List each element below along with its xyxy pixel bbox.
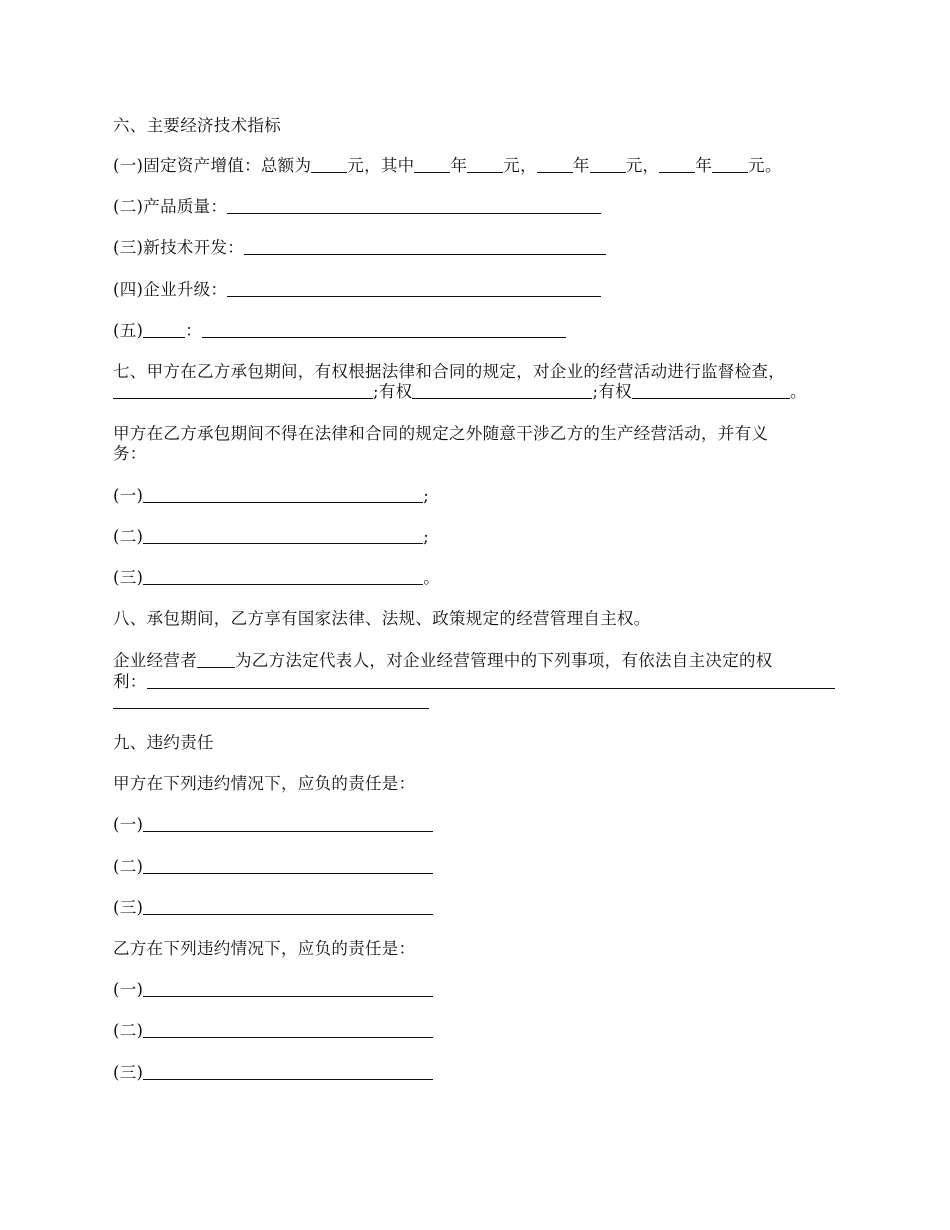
section-8-para2-line1 [113, 651, 773, 671]
party-a-liability-heading: 甲方在下列违约情况下，应负的责任是： [113, 774, 416, 793]
item-text: 为乙方法定代表人，对企业经营管理中的下列事项，有依法自主决定的权 [235, 651, 773, 670]
duty-item-1 [113, 486, 429, 506]
blank-total[interactable] [311, 156, 347, 173]
item-label: (一) [113, 815, 144, 834]
blank-field[interactable] [202, 321, 566, 338]
item-text: 元， [625, 156, 660, 175]
blank-field[interactable] [143, 1063, 433, 1080]
item-text: ; [423, 486, 430, 505]
blank-field[interactable] [227, 197, 601, 214]
blank-field[interactable] [113, 382, 373, 399]
item-text: (一)固定资产增值：总额为 [113, 156, 312, 175]
item-label: (三) [113, 1063, 144, 1082]
item-text: 企业经营者 [113, 651, 197, 670]
section-6-title: 六、主要经济技术指标 [113, 116, 281, 135]
blank-amount[interactable] [590, 156, 626, 173]
product-quality-item [113, 197, 601, 217]
blank-field[interactable] [143, 1021, 433, 1038]
item-label: (三) [113, 898, 144, 917]
blank-field[interactable] [143, 486, 423, 503]
item-text: 元，其中 [347, 156, 415, 175]
item-text: 年 [450, 156, 468, 175]
upgrade-item [113, 280, 601, 300]
section-7-para2-line1: 甲方在乙方承包期间不得在法律和合同的规定之外随意干涉乙方的生产经营活动，并有义 [113, 424, 769, 443]
blank-field[interactable] [143, 857, 433, 874]
item-text: 元。 [748, 156, 782, 175]
new-tech-item [113, 238, 606, 258]
item-label: (二)产品质量： [113, 197, 228, 216]
party-b-item-3 [113, 1063, 433, 1083]
item-label: (二) [113, 1021, 144, 1040]
party-b-liability-heading: 乙方在下列违约情况下，应负的责任是： [113, 939, 416, 958]
blank-field[interactable] [412, 382, 592, 399]
item-text: 。 [423, 568, 441, 587]
item-text: 年 [572, 156, 590, 175]
item-label: (五) [113, 321, 144, 340]
item-text: ;有权 [373, 382, 413, 401]
section-7-line2 [113, 382, 807, 402]
item-text: 年 [695, 156, 713, 175]
item-label: (一) [113, 980, 144, 999]
duty-item-3 [113, 568, 440, 588]
item-text: 利： [113, 672, 147, 691]
blank-year[interactable] [659, 156, 695, 173]
blank-field[interactable] [143, 815, 433, 832]
blank-amount[interactable] [467, 156, 503, 173]
party-a-item-3 [113, 898, 433, 918]
item-text: 。 [789, 382, 807, 401]
blank-amount[interactable] [712, 156, 748, 173]
party-a-item-2 [113, 857, 433, 877]
party-b-item-1 [113, 980, 433, 1000]
blank-year[interactable] [414, 156, 450, 173]
item-five [113, 321, 566, 341]
duty-item-2 [113, 527, 429, 547]
blank-field-continuation[interactable] [113, 708, 429, 709]
blank-field[interactable] [632, 382, 790, 399]
item-label: (三)新技术开发： [113, 238, 245, 257]
section-8-line1: 八、承包期间，乙方享有国家法律、法规、政策规定的经营管理自主权。 [113, 609, 651, 628]
blank-operator[interactable] [197, 651, 235, 668]
blank-field[interactable] [147, 672, 835, 689]
item-text: 元， [503, 156, 537, 175]
blank-field[interactable] [227, 280, 601, 297]
item-label: (四)企业升级： [113, 280, 228, 299]
blank-field[interactable] [143, 898, 433, 915]
item-text: ： [185, 321, 203, 340]
item-label: (一) [113, 486, 144, 505]
blank-field[interactable] [143, 568, 423, 585]
item-label: (二) [113, 857, 144, 876]
item-text: ; [423, 527, 430, 546]
item-label: (二) [113, 527, 144, 546]
blank-year[interactable] [537, 156, 573, 173]
blank-field[interactable] [143, 527, 423, 544]
fixed-asset-item [113, 156, 782, 176]
item-label: (三) [113, 568, 144, 587]
blank-field[interactable] [143, 980, 433, 997]
section-7-line1: 七、甲方在乙方承包期间，有权根据法律和合同的规定，对企业的经营活动进行监督检查， [113, 362, 785, 381]
blank-field[interactable] [244, 238, 606, 255]
section-7-para2-line2: 务： [113, 444, 147, 463]
section-8-para2-line2 [113, 672, 835, 692]
item-text: ;有权 [592, 382, 632, 401]
party-b-item-2 [113, 1021, 433, 1041]
blank-item-name[interactable] [143, 321, 185, 338]
party-a-item-1 [113, 815, 433, 835]
section-9-title: 九、违约责任 [113, 733, 214, 752]
